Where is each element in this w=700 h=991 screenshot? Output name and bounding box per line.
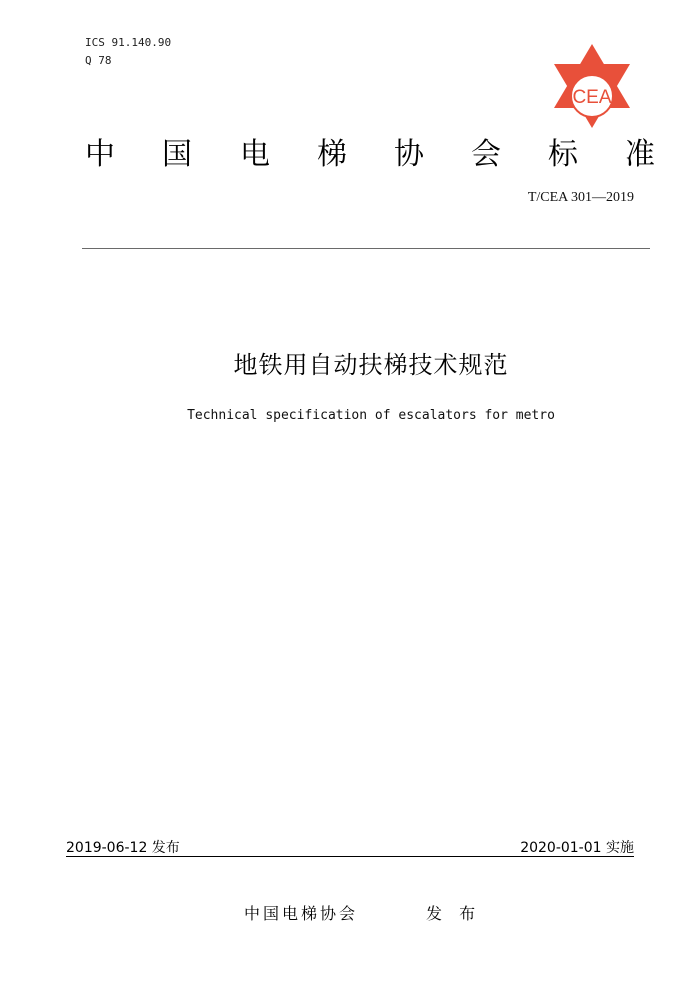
org-title-char: 标 [548, 137, 578, 172]
document-title-chinese: 地铁用自动扶梯技术规范 [233, 351, 509, 379]
header-divider [82, 248, 650, 249]
org-title-char: 国 [162, 137, 192, 172]
issue-date: 2019-06-12 发布 [66, 840, 180, 856]
publisher-name: 中国电梯协会 [244, 904, 359, 923]
org-title-char: 电 [240, 137, 270, 172]
standard-number: T/CEA 301—2019 [527, 190, 634, 205]
document-title-english: Technical specification of escalators for metro [187, 408, 555, 423]
publish-label: 发 布 [426, 904, 482, 923]
logo-text: CEA [572, 87, 612, 108]
org-title-char: 中 [85, 137, 115, 172]
implementation-date: 2020-01-01 实施 [520, 840, 634, 856]
org-title-char: 梯 [317, 137, 347, 172]
org-title-char: 准 [625, 137, 655, 172]
classification-code: Q 78 [85, 54, 112, 67]
cea-logo [552, 44, 632, 128]
ics-code: ICS 91.140.90 [85, 36, 172, 49]
org-title-char: 会 [471, 137, 501, 172]
footer-divider [66, 856, 634, 857]
org-title-char: 协 [394, 137, 424, 172]
